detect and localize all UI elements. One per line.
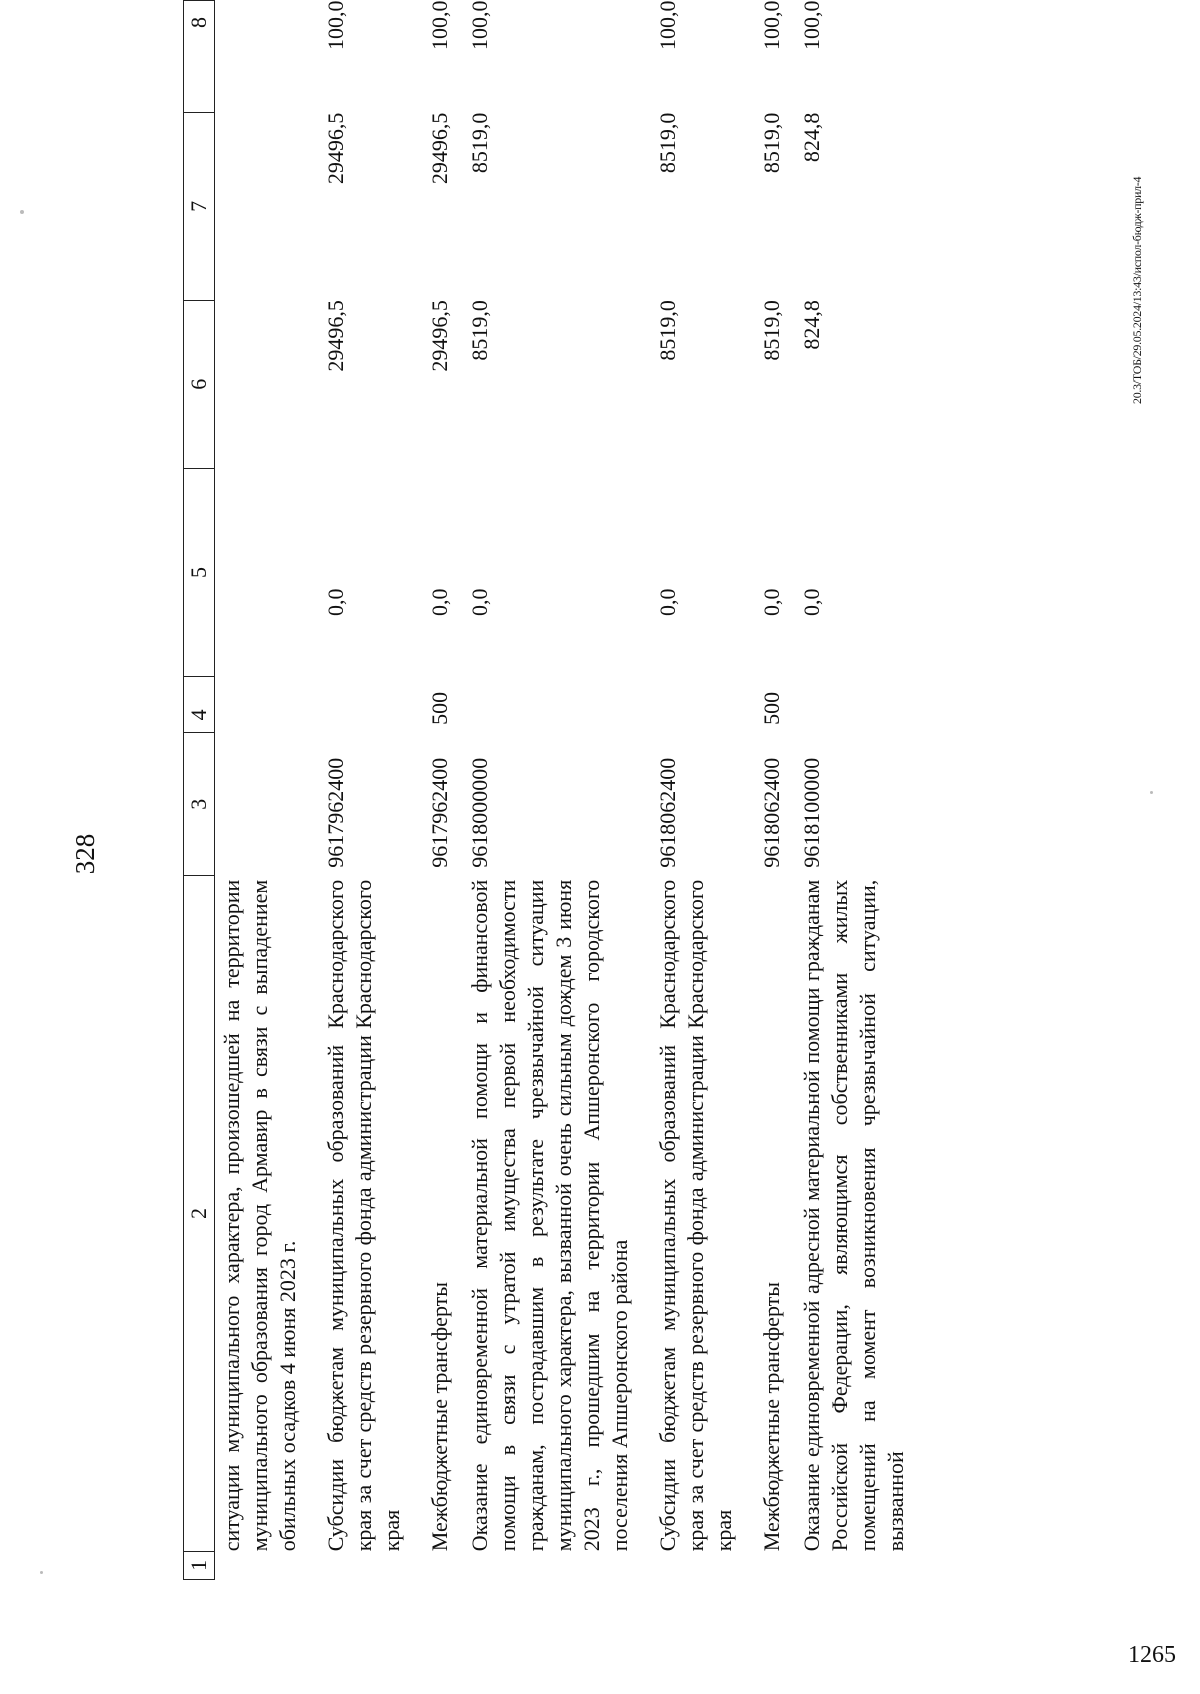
table-row xyxy=(634,1,738,1580)
scan-speck xyxy=(20,210,24,214)
column-header-6: 6 xyxy=(184,300,215,468)
row-description: Субсидии бюджетам муниципальных образований Краснодарского края за счет средств резервного фонда администрации Краснодарского края xyxy=(323,879,404,1552)
row-target-code xyxy=(215,733,303,876)
row-value-6: 8519,0 xyxy=(759,300,784,361)
row-number xyxy=(786,1551,910,1579)
column-header-2: 2 xyxy=(184,876,215,1552)
row-target-code: 9618100000 xyxy=(799,757,824,868)
row-value-6: 8519,0 xyxy=(467,300,492,361)
row-value-5 xyxy=(215,468,303,676)
row-description: Оказание единовременной адресной материальной помощи гражданам Российской Федерации, являющимся собственниками жилых помещений на момент возникновения чрезвычайной ситуации, вызванной xyxy=(799,879,908,1552)
table-row xyxy=(406,1,454,1580)
row-value-5: 0,0 xyxy=(759,588,784,616)
row-value-8: 100,0 xyxy=(799,0,824,50)
row-value-5: 0,0 xyxy=(655,588,680,616)
file-stamp: 20.3/ТОБ/29.05.2024/13:43/испол-бюдж-прил-4 xyxy=(1130,176,1144,404)
row-value-5: 0,0 xyxy=(467,588,492,616)
table-body xyxy=(215,1,911,1580)
row-number xyxy=(454,1551,634,1579)
row-value-8: 100,0 xyxy=(467,0,492,50)
row-target-code: 9618000000 xyxy=(467,757,492,868)
row-value-6: 29496,5 xyxy=(323,300,348,372)
table-row xyxy=(215,1,303,1580)
table-header xyxy=(184,1,215,1580)
table-row xyxy=(454,1,634,1580)
scan-speck xyxy=(40,1571,43,1574)
row-value-6: 824,8 xyxy=(799,300,824,350)
sheet-number: 1265 xyxy=(1128,1642,1176,1668)
row-value-6 xyxy=(215,300,303,468)
column-header-8: 8 xyxy=(184,1,215,113)
row-expense-type xyxy=(454,677,634,733)
row-description: Субсидии бюджетам муниципальных образований Краснодарского края за счет средств резервного фонда администрации Краснодарского края xyxy=(655,879,736,1552)
row-value-8: 100,0 xyxy=(427,0,452,50)
row-value-7: 29496,5 xyxy=(427,112,452,185)
row-value-5: 0,0 xyxy=(427,588,452,616)
row-number xyxy=(406,1551,454,1579)
row-expense-type xyxy=(215,677,303,733)
row-expense-type xyxy=(634,677,738,733)
column-number-row xyxy=(184,1,215,1580)
row-description: ситуации муниципального характера, произошедшей на территории муниципального образования город Армавир в связи с выпадением обильных осадков 4 июня 2023 г. xyxy=(219,879,300,1552)
budget-table xyxy=(183,0,910,1580)
page-number: 328 xyxy=(70,833,100,875)
row-value-7 xyxy=(215,113,303,301)
row-value-8: 100,0 xyxy=(323,0,348,50)
row-value-5: 0,0 xyxy=(799,588,824,616)
row-target-code: 9617962400 xyxy=(427,757,452,868)
row-value-8: 100,0 xyxy=(759,0,784,50)
row-target-code: 9618062400 xyxy=(655,757,680,868)
row-value-8 xyxy=(215,1,303,113)
row-number xyxy=(634,1551,738,1579)
scan-speck xyxy=(1150,791,1153,794)
column-header-7: 7 xyxy=(184,113,215,301)
row-value-6: 8519,0 xyxy=(655,300,680,361)
row-expense-type xyxy=(786,677,910,733)
row-value-7: 824,8 xyxy=(799,112,824,163)
column-header-4: 4 xyxy=(184,677,215,733)
row-target-code: 9617962400 xyxy=(323,757,348,868)
row-description: Межбюджетные трансферты xyxy=(427,1281,452,1552)
row-value-8: 100,0 xyxy=(655,0,680,50)
row-number xyxy=(215,1551,303,1579)
table-row xyxy=(738,1,786,1580)
row-expense-type: 500 xyxy=(427,691,452,725)
column-header-1: 1 xyxy=(184,1551,215,1579)
row-value-7: 8519,0 xyxy=(467,112,492,174)
table-row xyxy=(786,1,910,1580)
row-description: Межбюджетные трансферты xyxy=(759,1281,784,1552)
table-row xyxy=(302,1,406,1580)
row-expense-type xyxy=(302,677,406,733)
column-header-5: 5 xyxy=(184,468,215,676)
row-value-5: 0,0 xyxy=(323,588,348,616)
row-description: Оказание единовременной материальной помощи и финансовой помощи в связи с утратой имущества первой необходимости гражданам, пострадавшим в результате чрезвычайной ситуации муниципального характера, вызванной очень сильным дождем 3 июня 2023 г., прошедшим на территории Апшеронского городского поселения Апшеронского района xyxy=(467,879,632,1552)
row-value-7: 8519,0 xyxy=(655,112,680,174)
column-header-3: 3 xyxy=(184,733,215,876)
row-number xyxy=(738,1551,786,1579)
row-value-6: 29496,5 xyxy=(427,300,452,372)
row-value-7: 8519,0 xyxy=(759,112,784,174)
row-value-7: 29496,5 xyxy=(323,112,348,185)
row-expense-type: 500 xyxy=(759,691,784,725)
row-target-code: 9618062400 xyxy=(759,757,784,868)
row-number xyxy=(302,1551,406,1579)
